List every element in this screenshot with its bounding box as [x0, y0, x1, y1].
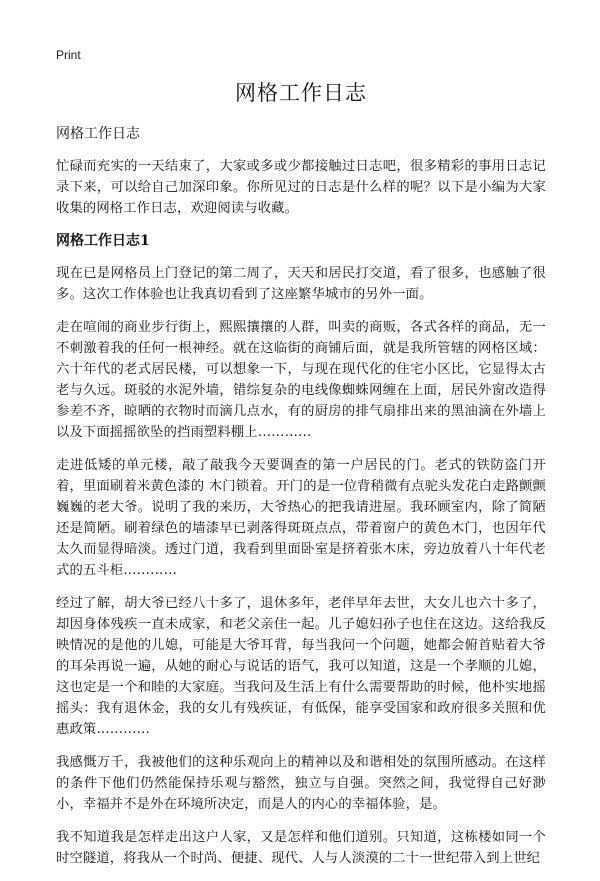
paragraph-6: 我不知道我是怎样走出这户人家，又是怎样和他们道别。只知道，这栋楼如同一个时空隧道，将我从一个时尚、便捷、现代、人与人淡漠的二十一世纪带入到上世纪 [56, 830, 546, 866]
intro-paragraph: 忙碌而充实的一天结束了，大家或多或少都接触过日志吧，很多精彩的事用日志记录下来，可以给自己加深印象。你所见过的日志是什么样的呢？以下是小编为大家收集的网格工作日志，欢迎阅读与收藏。 [56, 159, 546, 216]
paragraph-5: 我感慨万千，我被他们的这种乐观向上的精神以及和谐相处的氛围所感动。在这样的条件下他们仍然能保持乐观与豁然，独立与自强。突然之间，我觉得自己好渺小，幸福并不是外在环境所决定，而是人的内心的幸福体验，是。 [56, 755, 546, 812]
paragraph-4: 经过了解，胡大爷已经八十多了，退休多年，老伴早年去世，大女儿也六十多了，却因身体残疾一直未成家，和老父亲住一起。儿子媳妇孙子也住在这边。这给我反映情况的是他的儿媳，可能是大爷耳背，每当我问一个问题，她都会俯首贴着大爷的耳朵再说一遍，从她的耐心与说话的语气，我可以知道，这是一个孝顺的儿媳，这也定是一个和睦的大家庭。当我问及生活上有什么需要帮助的时候，他朴实地摇摇头：我有退休金，我的女儿有残疾证，有低保，能享受国家和政府很多关照和优惠政策………… [56, 596, 546, 737]
paragraph-3: 走进低矮的单元楼，敲了敲我今天要调查的第一户居民的门。老式的铁防盗门开着，里面刷着米黄色漆的 木门锁着。开门的是一位背稍微有点驼头发花白走路颤颤巍巍的老大爷。说明了我的来历，大爷热心的把我请进屋。我环顾室内，除了简陋还是简陋。刷着绿色的墙漆早已剥落得斑斑点点，带着窗户的黄色木门，也因年代太久而显得暗淡。透过门道，我看到里面卧室是挤着张木床，旁边放着八十年代老式的五斗柜………… [56, 458, 546, 578]
paragraph-1: 现在已是网格员上门登记的第二周了，天天和居民打交道，看了很多，也感触了很多。这次工作体验也让我真切看到了这座繁华城市的另外一面。 [56, 266, 546, 302]
section-heading: 网格工作日志1 [56, 233, 150, 249]
print-link[interactable]: Print [56, 48, 81, 62]
paragraph-2: 走在喧闹的商业步行街上，熙熙攘攘的人群，叫卖的商贩，各式各样的商品，无一不刺激着我的任何一根神经。就在这临街的商铺后面，就是我所管辖的网格区域：六十年代的老式居民楼，可以想象一下，与现在现代化的住宅小区比，它显得太古老与久远。斑驳的水泥外墙，错综复杂的电线像蜘蛛网缠在上面，居民外窗改造得参差不齐，晾晒的衣物时而滴几点水，有的厨房的排气扇排出来的黑油滴在外墙上以及下面摇摇欲坠的挡雨塑料棚上………… [56, 320, 546, 440]
page-title: 网格工作日志 [235, 81, 367, 105]
document-subtitle: 网格工作日志 [56, 126, 140, 142]
document-body [56, 78, 546, 881]
